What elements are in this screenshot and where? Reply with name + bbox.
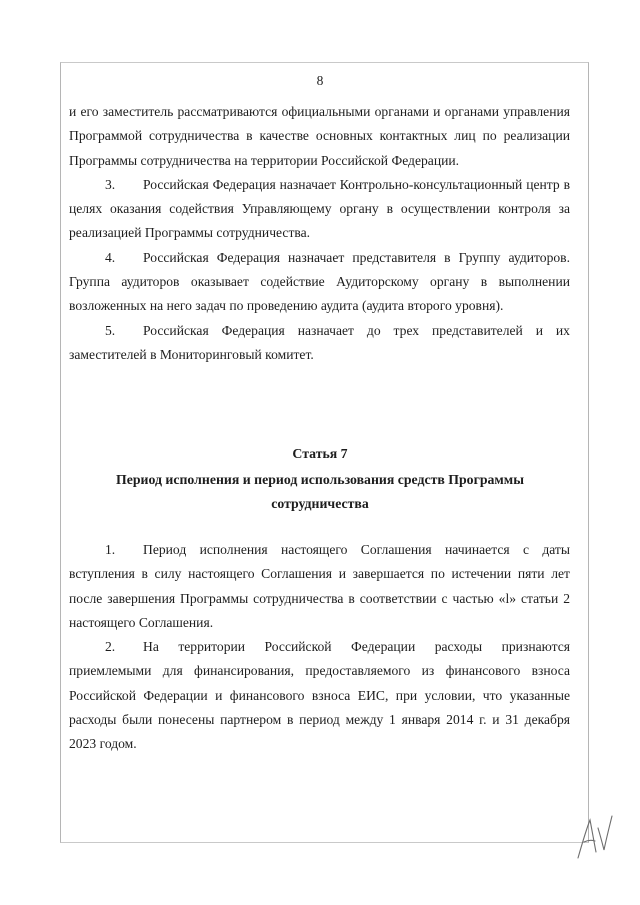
text-line: контроля за реализацией Программы сотрудничества. <box>69 201 570 241</box>
page-number: 8 <box>316 73 324 88</box>
text-line: расходы были понесены партнером в период между 1 января 2014 г. <box>69 712 487 728</box>
text-line: лет после завершения Программы сотрудничества в соответствии с частью «l» <box>69 566 570 606</box>
text-line: Российская Федерация назначает до трех представителей <box>143 322 523 338</box>
paragraph-item-3 <box>69 173 570 246</box>
article-title-line-1: Период исполнения и период использования средств Программы <box>116 472 524 487</box>
text-line: Российской Федерации и финансового взноса ЕИС, при условии, что указанные <box>69 687 570 703</box>
text-line: Федерации. <box>391 152 460 168</box>
text-line: аудиторов. Группа аудиторов оказывает содействие Аудиторскому органу <box>69 249 570 290</box>
document-body-top <box>69 100 570 367</box>
article-heading: Статья 7 <box>292 446 348 461</box>
paragraph-continuation <box>69 100 570 173</box>
text-line: управления Программой сотрудничества в качестве основных контактных лиц <box>69 104 570 144</box>
text-line: и 31 декабря 2023 годом. <box>69 712 570 752</box>
paragraph-item-5 <box>69 319 570 368</box>
paragraph-item-2 <box>69 635 570 756</box>
paragraph-item-4 <box>69 246 570 319</box>
text-line: по реализации Программы сотрудничества на территории Российской <box>69 128 571 168</box>
paragraph-number: 2. <box>105 639 116 655</box>
paragraph-number: 4. <box>105 249 116 265</box>
text-line: второго уровня). <box>407 298 504 314</box>
paragraph-number: 1. <box>105 542 116 557</box>
text-line: Российская Федерация назначает Контрольно-консультационный <box>143 176 523 192</box>
text-line: Российская Федерация назначает представителя в Группу <box>143 249 501 265</box>
document-body-bottom <box>69 538 570 757</box>
article-title-line-2: сотрудничества <box>271 496 369 511</box>
text-line: приемлемыми для финансирования, предоставляемого из финансового взноса <box>69 663 570 679</box>
text-line: и их заместителей в Мониторинговый комитет. <box>69 322 570 362</box>
text-line: статьи 2 настоящего Соглашения. <box>69 590 570 630</box>
handwritten-initials <box>574 806 614 864</box>
text-line: Период исполнения настоящего Соглашения начинается с даты <box>143 542 570 557</box>
text-line: и его заместитель рассматриваются официальными органами и органами <box>69 104 500 119</box>
paragraph-number: 5. <box>105 322 116 338</box>
paragraph-number: 3. <box>105 176 116 192</box>
text-line: На территории Российской Федерации расходы признаются <box>143 639 570 655</box>
text-line: центр в целях оказания содействия Управляющему органу в осуществлении <box>69 176 570 217</box>
paragraph-item-1 <box>69 538 570 635</box>
text-line: вступления в силу настоящего Соглашения и завершается по истечении пяти <box>69 566 545 582</box>
text-line: в выполнении возложенных на него задач по проведению аудита (аудита <box>69 274 570 314</box>
